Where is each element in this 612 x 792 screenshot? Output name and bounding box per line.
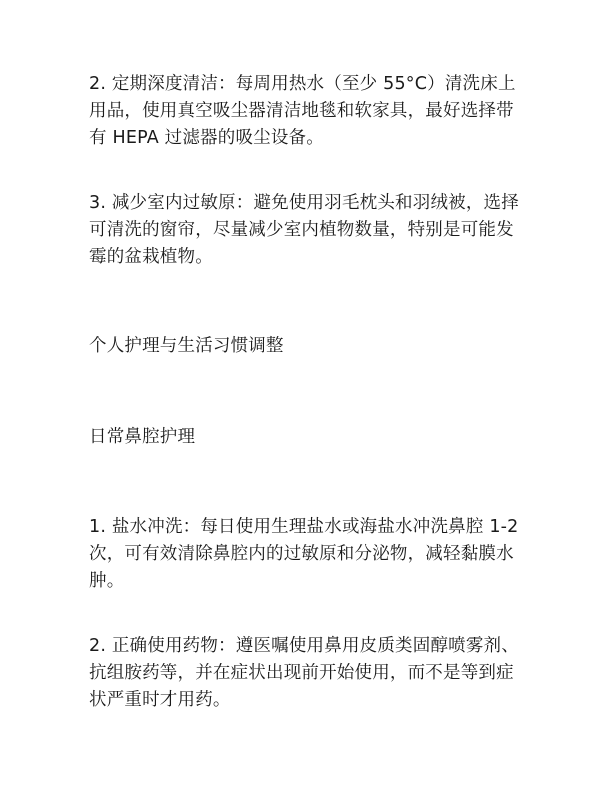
list-item-deep-cleaning: 2. 定期深度清洁：每周用热水（至少 55°C）清洗床上用品，使用真空吸尘器清洁地毯和软家具，最好选择带有 HEPA 过滤器的吸尘设备。 [89, 74, 516, 148]
subsection-heading: 日常鼻腔护理 [89, 427, 196, 447]
list-item-medication: 2. 正确使用药物：遵医嘱使用鼻用皮质类固醇喷雾剂、抗组胺药等，并在症状出现前开始使用，而不是等到症状严重时才用药。 [89, 636, 519, 710]
list-item-reduce-allergens: 3. 减少室内过敏原：避免使用羽毛枕头和羽绒被，选择可清洗的窗帘，尽量减少室内植物数量，特别是可能发霉的盆栽植物。 [89, 193, 519, 267]
list-item-saline-rinse: 1. 盐水冲洗：每日使用生理盐水或海盐水冲洗鼻腔 1-2 次，可有效清除鼻腔内的过敏原和分泌物，减轻黏膜水肿。 [89, 517, 519, 591]
section-heading: 个人护理与生活习惯调整 [89, 336, 284, 356]
